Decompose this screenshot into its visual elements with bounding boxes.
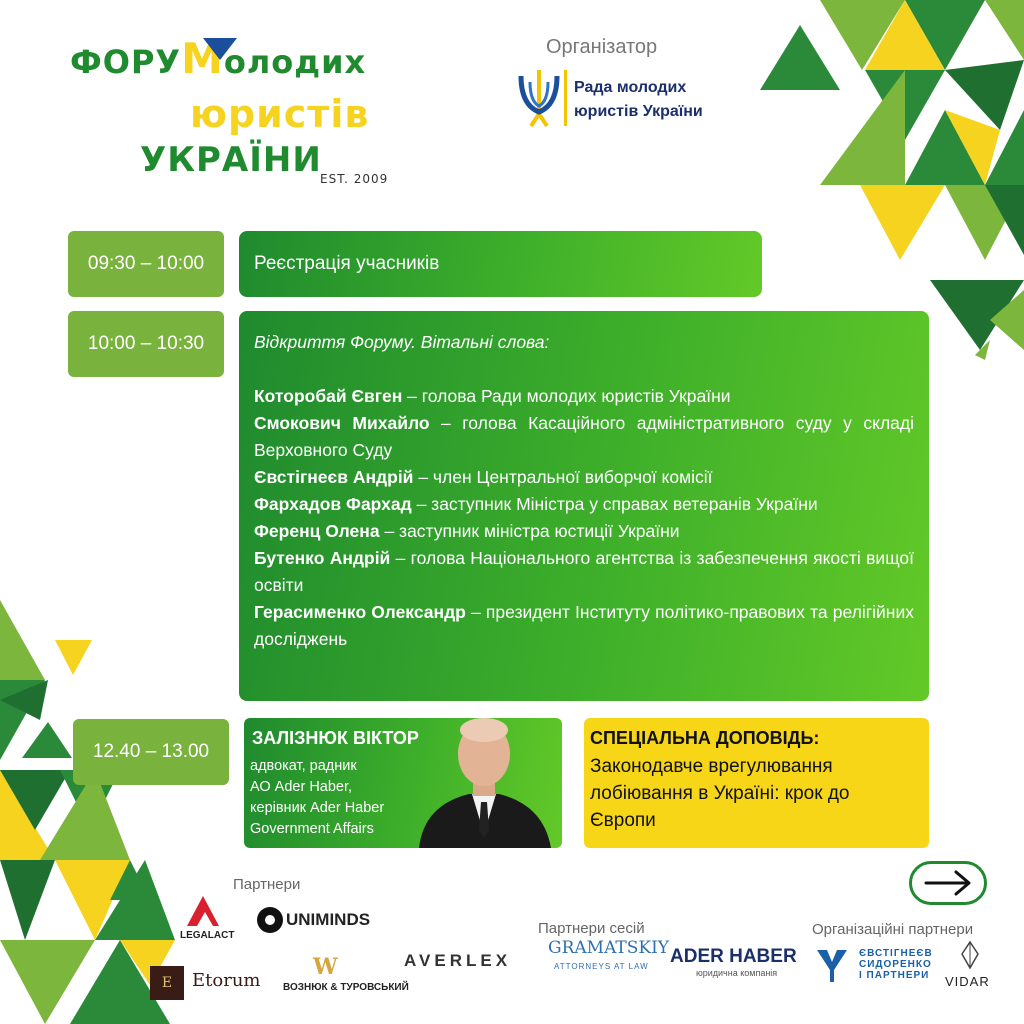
speaker-role-line: керівник Ader Haber (250, 800, 385, 816)
speaker-name: Євстігнеєв Андрій (254, 467, 414, 487)
speaker-role-line: адвокат, радник (250, 758, 357, 774)
logo-letter-m: М (181, 34, 224, 83)
org-partners-label: Організаційні партнери (812, 921, 974, 938)
logo-blue-triangle (203, 38, 237, 60)
partners-label: Партнери (233, 876, 301, 893)
ader-haber-text: ADER HABER (670, 946, 797, 967)
speaker-role: – заступник Міністра у справах ветеранів України (411, 494, 818, 514)
logo-word-forum: ФОРУ (70, 43, 182, 81)
organizer-name-line1: Рада молодих (574, 79, 687, 96)
etorum-text: Etorum (192, 970, 261, 991)
organizer-divider (564, 70, 567, 126)
uniminds-text: UNIMINDS (286, 910, 371, 929)
session-opening (239, 311, 929, 701)
speaker-item (254, 491, 914, 518)
speaker-role-line: АО Ader Haber, (250, 779, 353, 795)
evstigneev-line: ЄВСТІГНЕЄВ (859, 948, 933, 959)
special-report (584, 718, 929, 848)
session-registration (239, 231, 762, 297)
organizer-name-line2: юристів України (574, 103, 703, 120)
logo-word-molodykh: олодих (223, 43, 367, 81)
evstigneev-text (859, 948, 933, 981)
speaker-item (254, 383, 914, 410)
session-partners-label: Партнери сесій (538, 920, 645, 937)
special-text-line: лобіювання в Україні: крок до (590, 783, 850, 804)
trident-icon (517, 68, 561, 128)
speaker-role: – заступник міністра юстиції України (379, 521, 680, 541)
speaker-name: Фархадов Фархад (254, 494, 412, 514)
speaker-item (254, 599, 914, 653)
time-slot-3: 12.40 – 13.00 (73, 719, 229, 785)
special-text-line: Законодавче врегулювання (590, 756, 833, 777)
speaker-role-line: Government Affairs (250, 821, 374, 837)
time-slot-1: 09:30 – 10:00 (68, 231, 224, 297)
speaker-role: – президент Інституту політико-правових та релігійних досліджень (254, 602, 914, 649)
evstigneev-line: СИДОРЕНКО (859, 959, 932, 970)
vidar-logo (945, 940, 995, 995)
logo-word-ukrainy: УКРАЇНИ (140, 140, 322, 180)
speaker-role: – член Центральної виборчої комісії (413, 467, 713, 487)
special-report-text (590, 753, 850, 834)
session-registration-title: Реєстрація учасників (254, 253, 440, 274)
speaker-name: Смокович Михайло (254, 413, 430, 433)
speaker-name: Ференц Олена (254, 521, 380, 541)
speaker-item (254, 518, 914, 545)
logo-est: EST. 2009 (320, 172, 389, 186)
speaker-role: – голова Національного агентства із забезпечення якості вищої освіти (254, 548, 914, 595)
legalact-logo (180, 892, 235, 950)
vidar-text: VIDAR (945, 974, 990, 989)
speaker-photo (409, 718, 554, 848)
next-button[interactable] (909, 861, 987, 905)
speaker-item (254, 410, 914, 464)
special-text-line: Європи (590, 810, 656, 831)
ader-haber-subtext: юридична компанія (696, 968, 778, 978)
speaker-role: – голова Касаційного адміністративного суду у складі Верховного Суду (254, 413, 914, 460)
averlex-logo: AVERLEX (404, 951, 512, 970)
gramatskiy-subtext: ATTORNEYS AT LAW (554, 962, 649, 971)
speaker-item (254, 464, 914, 491)
organizer-label: Організатор (546, 36, 658, 58)
legalact-text: LEGALACT (180, 930, 235, 941)
speaker-card-role (250, 756, 384, 840)
speaker-item (254, 545, 914, 599)
session-opening-title: Відкриття Форуму. Вітальні слова: (254, 332, 550, 352)
organizer-name (574, 76, 703, 124)
gramatskiy-logo (548, 938, 670, 988)
evstigneev-line: І ПАРТНЕРИ (859, 970, 930, 981)
logo-word-yurystiv: юристів (190, 92, 370, 136)
speaker-name: Герасименко Олександр (254, 602, 466, 622)
vozniuk-text: ВОЗНЮК & ТУРОВСЬКИЙ (283, 982, 409, 993)
time-slot-2: 10:00 – 10:30 (68, 311, 224, 377)
speaker-name: Бутенко Андрій (254, 548, 391, 568)
gramatskiy-text: GRAMATSKIY (548, 938, 670, 958)
special-report-title: СПЕЦІАЛЬНА ДОПОВІДЬ: (590, 728, 820, 748)
speaker-card-name: ЗАЛІЗНЮК ВІКТОР (252, 728, 419, 748)
speaker-name: Которобай Євген (254, 386, 403, 406)
speaker-card (244, 718, 562, 848)
speaker-role: – голова Ради молодих юристів України (402, 386, 731, 406)
arrow-right-icon (912, 864, 984, 902)
